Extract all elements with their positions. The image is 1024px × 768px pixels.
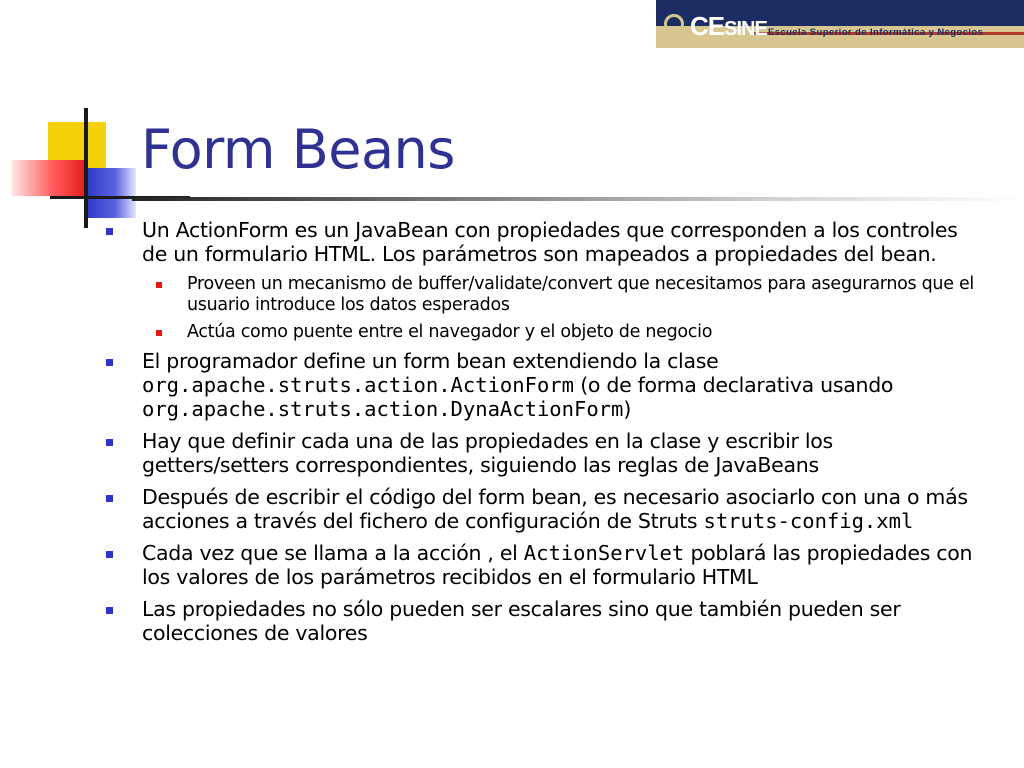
code-text: ActionServlet — [523, 541, 685, 565]
sub-bullet-text: Proveen un mecanismo de buffer/validate/convert que necesitamos para asegurarnos que el usuario introduce los datos esperados — [187, 274, 974, 315]
title-underline-rule — [132, 197, 1024, 201]
sub-bullet-text: Actúa como puente entre el navegador y el objeto de negocio — [187, 322, 713, 342]
slide-title: Form Beans — [141, 118, 455, 181]
logo-tagline: Escuela Superior de Informática y Negocios — [768, 27, 984, 38]
square-bullet-icon — [106, 607, 113, 614]
bullet-text: Cada vez que se llama a la acción , el — [142, 541, 524, 565]
square-bullet-icon — [106, 359, 113, 366]
cesine-logo-banner — [656, 0, 1024, 48]
bullet-text: (o de forma declarativa usando — [573, 373, 894, 397]
square-bullet-icon — [106, 551, 113, 558]
small-square-bullet-icon — [156, 282, 162, 288]
bullet-text: Un ActionForm es un JavaBean con propiedades que corresponden a los controles de un formulario HTML. Los parámetros son mapeados a propiedades del bean. — [142, 218, 958, 266]
bullet-item — [104, 597, 984, 645]
small-square-bullet-icon — [156, 330, 162, 336]
bullet-text: El programador define un form bean extendiendo la clase — [142, 349, 719, 373]
bullet-item — [104, 429, 984, 477]
bullet-text: poblará las propiedades con los valores de los parámetros recibidos en el formulario HTML — [142, 541, 973, 589]
decor-red-bar — [12, 160, 88, 196]
code-text: org.apache.struts.action.ActionForm — [142, 373, 574, 397]
square-bullet-icon — [106, 228, 113, 235]
slide-content — [104, 218, 984, 653]
square-bullet-icon — [106, 495, 113, 502]
square-bullet-icon — [106, 439, 113, 446]
decor-blue-square — [84, 168, 136, 218]
bullet-item — [104, 218, 984, 266]
bullet-item — [104, 485, 984, 533]
sub-bullet-item — [104, 274, 984, 316]
code-text: org.apache.struts.action.DynaActionForm — [142, 397, 624, 421]
bullet-text: Después de escribir el código del form bean, es necesario asociarlo con una o más acciones a través del fichero de configuración de Struts — [142, 485, 968, 533]
bullet-text: Las propiedades no sólo pueden ser escalares sino que también pueden ser colecciones de valores — [142, 597, 901, 645]
logo-text-sine: SINE — [724, 18, 767, 40]
bullet-text: Hay que definir cada una de las propiedades en la clase y escribir los getters/setters correspondientes, siguiendo las reglas de JavaBeans — [142, 429, 833, 477]
bullet-item — [104, 349, 984, 421]
decor-vertical-line — [84, 108, 88, 228]
bullet-item — [104, 541, 984, 589]
logo-text-ce: CE — [690, 11, 725, 41]
code-text: struts-config.xml — [703, 509, 914, 533]
sub-bullet-item — [104, 322, 984, 343]
bullet-text: ) — [623, 397, 632, 421]
